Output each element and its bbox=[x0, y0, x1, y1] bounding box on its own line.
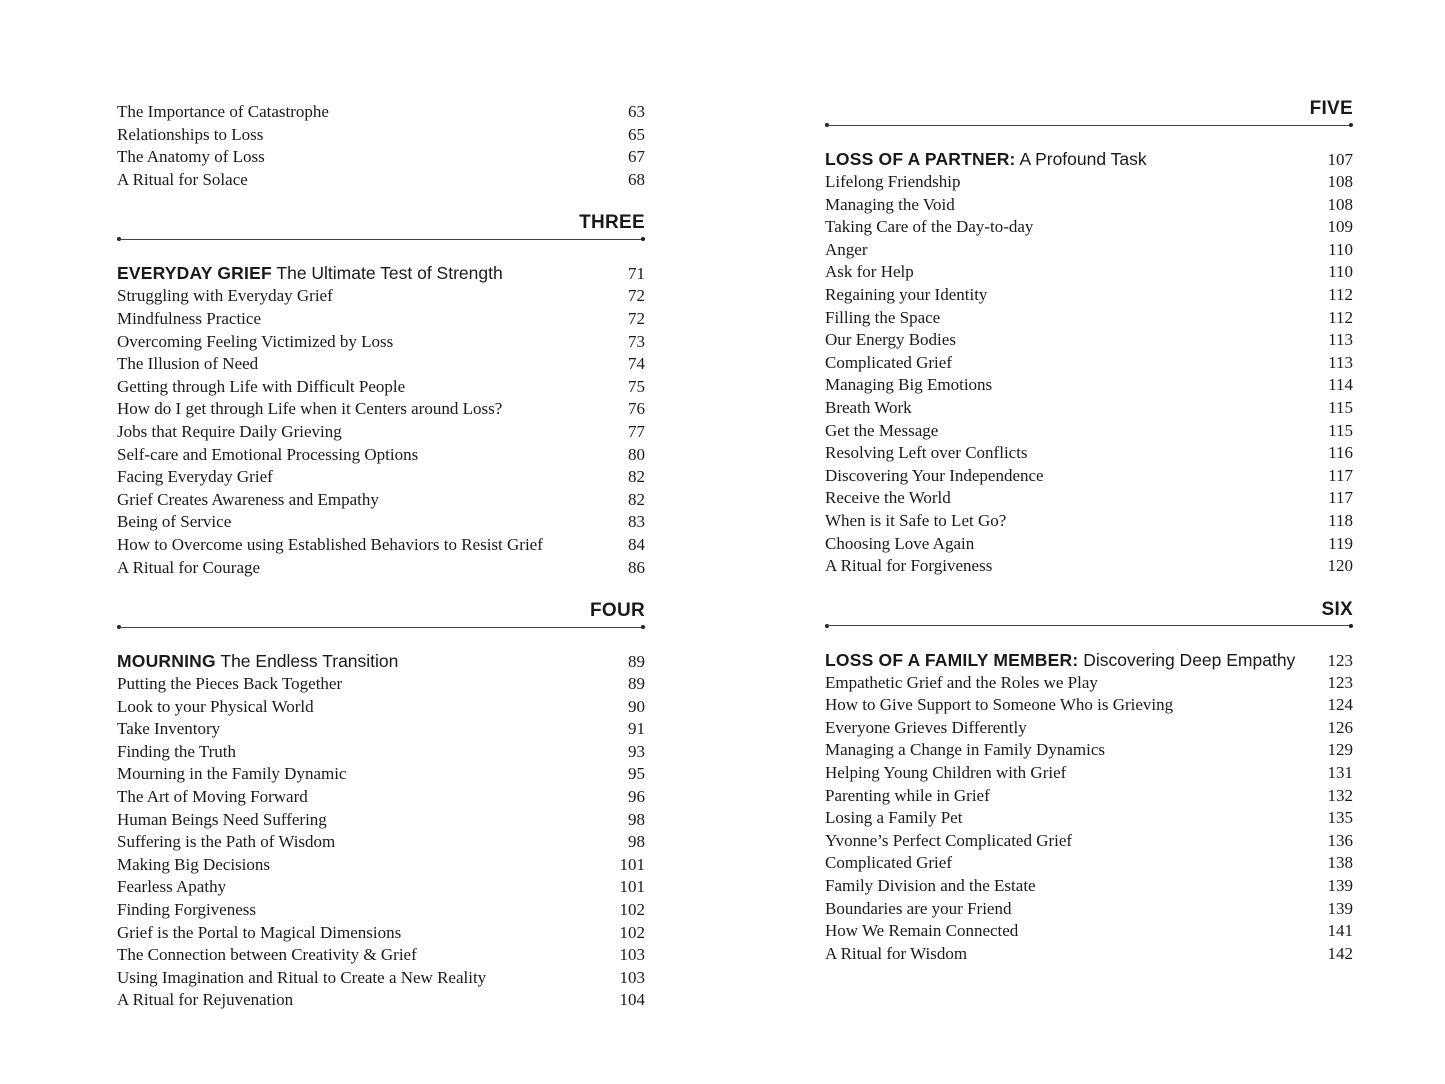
toc-entry-title: Jobs that Require Daily Grieving bbox=[117, 421, 342, 441]
rule-line bbox=[827, 625, 1351, 626]
toc-entry bbox=[117, 285, 645, 308]
toc-entry bbox=[117, 763, 645, 786]
toc-entry bbox=[117, 557, 645, 580]
toc-entry-title: Get the Message bbox=[825, 420, 939, 440]
section-spacer bbox=[825, 578, 1353, 598]
chapter-rule bbox=[117, 626, 645, 628]
toc-entry-page: 131 bbox=[1327, 763, 1353, 783]
toc-entry-title: How do I get through Life when it Centers around Loss? bbox=[117, 399, 503, 419]
toc-entry-title: Making Big Decisions bbox=[117, 854, 270, 874]
toc-entry-page: 103 bbox=[619, 945, 645, 965]
toc-entry-page: 117 bbox=[1328, 488, 1353, 508]
toc-entry-title: A Ritual for Rejuvenation bbox=[117, 990, 294, 1010]
toc-entry-title: How to Give Support to Someone Who is Grieving bbox=[825, 695, 1174, 715]
chapter-title-caps: MOURNING bbox=[117, 651, 216, 672]
toc-entry-page: 72 bbox=[628, 286, 645, 306]
toc-entry bbox=[117, 831, 645, 854]
toc-entry-title: Everyone Grieves Differently bbox=[825, 717, 1027, 737]
chapter-title-caps: EVERYDAY GRIEF bbox=[117, 263, 272, 284]
rule-line bbox=[119, 627, 643, 628]
toc-entry-title: Mindfulness Practice bbox=[117, 308, 261, 328]
chapter-rule bbox=[825, 625, 1353, 627]
toc-entry-title: Fearless Apathy bbox=[117, 877, 227, 897]
toc-entry bbox=[117, 421, 645, 444]
chapter-title-caps: LOSS OF A FAMILY MEMBER: bbox=[825, 649, 1079, 670]
toc-entry-page: 112 bbox=[1328, 284, 1353, 304]
toc-entry bbox=[825, 329, 1353, 352]
toc-entry-title: Regaining your Identity bbox=[825, 284, 988, 304]
toc-entry-page: 113 bbox=[1328, 330, 1353, 350]
toc-entry-title: Managing a Change in Family Dynamics bbox=[825, 740, 1105, 760]
toc-entry bbox=[117, 809, 645, 832]
toc-entry-page: 91 bbox=[628, 719, 645, 739]
toc-entry-title: Getting through Life with Difficult People bbox=[117, 376, 406, 396]
toc-entry-title: Empathetic Grief and the Roles we Play bbox=[825, 672, 1098, 692]
toc-entry-page: 63 bbox=[628, 102, 645, 121]
toc-entry bbox=[825, 875, 1353, 898]
toc-entry-page: 65 bbox=[628, 124, 645, 144]
toc-entry bbox=[825, 465, 1353, 488]
toc-entry-page: 120 bbox=[1327, 556, 1353, 576]
toc-entry-title: Take Inventory bbox=[117, 719, 221, 739]
toc-entry-page: 72 bbox=[628, 308, 645, 328]
toc-entry-page: 126 bbox=[1327, 717, 1353, 737]
toc-entry-page: 98 bbox=[628, 832, 645, 852]
toc-entry-list bbox=[825, 672, 1353, 966]
toc-entry bbox=[825, 694, 1353, 717]
toc-entry-page: 83 bbox=[628, 512, 645, 532]
chapter-title-text bbox=[117, 649, 398, 673]
toc-entry-title: Relationships to Loss bbox=[117, 124, 264, 144]
toc-entry-page: 76 bbox=[628, 399, 645, 419]
toc-entry-title: Human Beings Need Suffering bbox=[117, 809, 327, 829]
toc-entry bbox=[825, 672, 1353, 695]
toc-entry-page: 90 bbox=[628, 696, 645, 716]
toc-entry-page: 84 bbox=[628, 534, 645, 554]
toc-entry-page: 102 bbox=[619, 922, 645, 942]
toc-entry bbox=[117, 989, 645, 1012]
toc-entry-title: Discovering Your Independence bbox=[825, 465, 1044, 485]
toc-entry-page: 115 bbox=[1328, 397, 1353, 417]
toc-entry-page: 96 bbox=[628, 787, 645, 807]
chapter-title-caps: LOSS OF A PARTNER: bbox=[825, 149, 1016, 169]
toc-entry bbox=[117, 489, 645, 512]
toc-entry-page: 82 bbox=[628, 489, 645, 509]
toc-entry-title: Complicated Grief bbox=[825, 853, 952, 873]
toc-entry bbox=[825, 785, 1353, 808]
toc-left-page bbox=[117, 101, 645, 1012]
toc-entry bbox=[117, 899, 645, 922]
toc-entry-page: 80 bbox=[628, 444, 645, 464]
toc-entry bbox=[825, 487, 1353, 510]
toc-entry-title: Finding Forgiveness bbox=[117, 900, 257, 920]
chapter-title-subtitle: The Ultimate Test of Strength bbox=[276, 263, 503, 284]
toc-entry-title: A Ritual for Forgiveness bbox=[825, 556, 993, 576]
toc-entry bbox=[117, 398, 645, 421]
toc-entry bbox=[825, 374, 1353, 397]
rule-dot-right bbox=[1349, 123, 1353, 127]
toc-entry bbox=[825, 239, 1353, 262]
toc-entry bbox=[825, 261, 1353, 284]
toc-entry-title: Using Imagination and Ritual to Create a New Reality bbox=[117, 967, 487, 987]
toc-entry-page: 102 bbox=[619, 900, 645, 920]
toc-entry-list bbox=[117, 101, 645, 191]
chapter-header bbox=[825, 97, 1353, 126]
toc-entry-list bbox=[117, 285, 645, 579]
toc-entry-page: 136 bbox=[1327, 830, 1353, 850]
toc-entry bbox=[117, 534, 645, 557]
chapter-title-subtitle: Discovering Deep Empathy bbox=[1083, 649, 1296, 670]
toc-entry-title: Resolving Left over Conflicts bbox=[825, 443, 1028, 463]
toc-entry-page: 141 bbox=[1327, 921, 1353, 941]
toc-entry-page: 104 bbox=[619, 990, 645, 1010]
chapter-rule-spacer bbox=[825, 627, 1353, 648]
toc-entry bbox=[117, 331, 645, 354]
chapter-rule-spacer bbox=[117, 240, 645, 261]
toc-entry-title: Managing Big Emotions bbox=[825, 375, 993, 395]
toc-entry bbox=[825, 830, 1353, 853]
toc-entry bbox=[117, 146, 645, 169]
toc-entry-title: Finding the Truth bbox=[117, 741, 237, 761]
toc-entry-page: 132 bbox=[1327, 785, 1353, 805]
toc-entry bbox=[117, 741, 645, 764]
toc-entry bbox=[825, 762, 1353, 785]
chapter-title-text bbox=[825, 648, 1295, 672]
toc-entry bbox=[825, 442, 1353, 465]
toc-entry bbox=[825, 920, 1353, 943]
toc-entry-page: 142 bbox=[1327, 943, 1353, 963]
toc-entry-page: 103 bbox=[619, 967, 645, 987]
toc-entry-title: Lifelong Friendship bbox=[825, 172, 961, 191]
toc-entry bbox=[117, 673, 645, 696]
toc-entry-page: 110 bbox=[1328, 239, 1353, 259]
chapter-title-text bbox=[117, 261, 503, 285]
toc-entry-title: Losing a Family Pet bbox=[825, 808, 963, 828]
chapter-number: THREE bbox=[579, 212, 645, 234]
chapter-title bbox=[117, 649, 645, 673]
chapter-rule bbox=[825, 124, 1353, 126]
toc-entry-title: The Illusion of Need bbox=[117, 354, 259, 374]
toc-entry bbox=[825, 397, 1353, 420]
toc-entry-page: 108 bbox=[1327, 172, 1353, 191]
toc-entry-title: Taking Care of the Day-to-day bbox=[825, 217, 1034, 237]
chapter-title-subtitle: A Profound Task bbox=[1019, 149, 1147, 169]
toc-entry-title: Parenting while in Grief bbox=[825, 785, 990, 805]
toc-entry-title: The Importance of Catastrophe bbox=[117, 102, 329, 121]
toc-entry bbox=[825, 807, 1353, 830]
toc-entry bbox=[117, 169, 645, 192]
toc-entry-list bbox=[825, 171, 1353, 578]
toc-entry bbox=[825, 555, 1353, 578]
toc-entry bbox=[117, 308, 645, 331]
toc-entry-title: Putting the Pieces Back Together bbox=[117, 674, 343, 694]
toc-entry-page: 89 bbox=[628, 674, 645, 694]
chapter-header bbox=[117, 211, 645, 240]
toc-entry-title: Family Division and the Estate bbox=[825, 876, 1036, 896]
toc-entry-page: 67 bbox=[628, 147, 645, 167]
toc-entry-page: 98 bbox=[628, 809, 645, 829]
toc-entry-page: 139 bbox=[1327, 898, 1353, 918]
toc-entry bbox=[117, 353, 645, 376]
toc-entry bbox=[117, 876, 645, 899]
toc-entry bbox=[825, 171, 1353, 194]
toc-entry-page: 115 bbox=[1328, 420, 1353, 440]
toc-entry-title: A Ritual for Solace bbox=[117, 169, 248, 189]
chapter-five bbox=[825, 97, 1353, 578]
toc-entry-page: 112 bbox=[1328, 307, 1353, 327]
toc-entry-page: 74 bbox=[628, 354, 645, 374]
toc-entry-page: 73 bbox=[628, 331, 645, 351]
chapter-title-text bbox=[825, 147, 1147, 171]
toc-entry-title: How to Overcome using Established Behaviors to Resist Grief bbox=[117, 534, 543, 554]
toc-entry bbox=[825, 216, 1353, 239]
chapter-rule-spacer bbox=[117, 628, 645, 649]
section-spacer bbox=[117, 191, 645, 211]
section-spacer bbox=[117, 579, 645, 599]
toc-entry-page: 124 bbox=[1327, 695, 1353, 715]
toc-entry-title: When is it Safe to Let Go? bbox=[825, 510, 1007, 530]
toc-entry bbox=[825, 284, 1353, 307]
chapter-title-page: 89 bbox=[628, 652, 645, 672]
toc-entry-title: Boundaries are your Friend bbox=[825, 898, 1012, 918]
toc-entry-title: Ask for Help bbox=[825, 262, 914, 282]
toc-entry-title: Anger bbox=[825, 239, 868, 259]
toc-entry-title: Mourning in the Family Dynamic bbox=[117, 764, 347, 784]
toc-entry bbox=[825, 739, 1353, 762]
chapter-title bbox=[117, 261, 645, 285]
toc-entry-title: Breath Work bbox=[825, 397, 912, 417]
chapter-title-page: 107 bbox=[1327, 150, 1353, 169]
toc-entry-title: Facing Everyday Grief bbox=[117, 467, 273, 487]
toc-entry bbox=[117, 922, 645, 945]
toc-entry bbox=[825, 307, 1353, 330]
toc-entry-title: Choosing Love Again bbox=[825, 533, 975, 553]
toc-entry-page: 113 bbox=[1328, 352, 1353, 372]
toc-entry-title: A Ritual for Courage bbox=[117, 557, 261, 577]
toc-entry-page: 117 bbox=[1328, 465, 1353, 485]
toc-entry-title: Receive the World bbox=[825, 488, 951, 508]
toc-entry-page: 101 bbox=[619, 854, 645, 874]
toc-entry bbox=[117, 466, 645, 489]
toc-entry bbox=[117, 854, 645, 877]
chapter-number: FOUR bbox=[589, 600, 645, 622]
chapter-title bbox=[825, 147, 1353, 171]
toc-entry-title: Suffering is the Path of Wisdom bbox=[117, 832, 336, 852]
chapter-three bbox=[117, 211, 645, 579]
toc-entry-page: 123 bbox=[1327, 672, 1353, 692]
toc-entry-title: The Connection between Creativity & Grief bbox=[117, 945, 417, 965]
toc-entry-page: 129 bbox=[1327, 740, 1353, 760]
rule-line bbox=[119, 239, 643, 240]
toc-entry-page: 119 bbox=[1328, 533, 1353, 553]
chapter-title-page: 123 bbox=[1327, 650, 1353, 670]
toc-entry bbox=[117, 101, 645, 124]
toc-entry-title: Overcoming Feeling Victimized by Loss bbox=[117, 331, 394, 351]
toc-entry bbox=[825, 420, 1353, 443]
toc-entry-title: The Anatomy of Loss bbox=[117, 147, 265, 167]
chapter-header bbox=[825, 598, 1353, 627]
toc-entry bbox=[117, 444, 645, 467]
chapter-rule-spacer bbox=[825, 126, 1353, 147]
chapter-four bbox=[117, 599, 645, 1012]
toc-entry bbox=[117, 124, 645, 147]
toc-entry bbox=[825, 533, 1353, 556]
toc-entry-title: Filling the Space bbox=[825, 307, 941, 327]
chapter-number: SIX bbox=[1321, 598, 1353, 620]
chapter-title-subtitle: The Endless Transition bbox=[220, 651, 399, 672]
toc-entry-list bbox=[117, 673, 645, 1012]
toc-entry-title: Managing the Void bbox=[825, 194, 955, 214]
chapter-rule bbox=[117, 238, 645, 240]
toc-entry-title: Grief Creates Awareness and Empathy bbox=[117, 489, 379, 509]
toc-right-page bbox=[825, 97, 1353, 965]
toc-entry-page: 75 bbox=[628, 376, 645, 396]
toc-entry-page: 77 bbox=[628, 421, 645, 441]
toc-entry-page: 116 bbox=[1328, 443, 1353, 463]
toc-entry-page: 138 bbox=[1327, 853, 1353, 873]
chapter-number: FIVE bbox=[1309, 98, 1353, 119]
toc-entry bbox=[825, 510, 1353, 533]
chapter-title-page: 71 bbox=[628, 264, 645, 284]
toc-entry-title: Complicated Grief bbox=[825, 352, 952, 372]
toc-entry-title: Look to your Physical World bbox=[117, 696, 314, 716]
toc-entry bbox=[825, 717, 1353, 740]
toc-entry-page: 109 bbox=[1327, 217, 1353, 237]
chapter-title bbox=[825, 648, 1353, 672]
toc-entry-title: A Ritual for Wisdom bbox=[825, 943, 968, 963]
toc-entry bbox=[825, 852, 1353, 875]
toc-entry bbox=[117, 696, 645, 719]
toc-entry bbox=[117, 786, 645, 809]
toc-entry-page: 139 bbox=[1327, 876, 1353, 896]
toc-entry-title: Helping Young Children with Grief bbox=[825, 763, 1067, 783]
toc-entry bbox=[825, 352, 1353, 375]
toc-entry-title: Our Energy Bodies bbox=[825, 330, 956, 350]
toc-entry-page: 110 bbox=[1328, 262, 1353, 282]
toc-entry-page: 118 bbox=[1328, 510, 1353, 530]
toc-entry bbox=[117, 718, 645, 741]
toc-entry bbox=[825, 943, 1353, 966]
toc-entry-page: 82 bbox=[628, 467, 645, 487]
chapter-six bbox=[825, 598, 1353, 966]
toc-entry-title: Self-care and Emotional Processing Options bbox=[117, 444, 419, 464]
toc-entry-title: Struggling with Everyday Grief bbox=[117, 286, 333, 306]
toc-entry-title: Grief is the Portal to Magical Dimensions bbox=[117, 922, 402, 942]
toc-entry-title: How We Remain Connected bbox=[825, 921, 1019, 941]
toc-entry-page: 101 bbox=[619, 877, 645, 897]
toc-entry-page: 86 bbox=[628, 557, 645, 577]
toc-entry-page: 93 bbox=[628, 741, 645, 761]
toc-entry bbox=[117, 511, 645, 534]
toc-entry bbox=[825, 194, 1353, 217]
toc-entry-title: Being of Service bbox=[117, 512, 232, 532]
toc-entry bbox=[117, 944, 645, 967]
toc-entry bbox=[117, 967, 645, 990]
toc-entry-page: 114 bbox=[1328, 375, 1353, 395]
toc-entry-title: Yvonne’s Perfect Complicated Grief bbox=[825, 830, 1073, 850]
toc-entry bbox=[825, 898, 1353, 921]
toc-entry bbox=[117, 376, 645, 399]
chapter-header bbox=[117, 599, 645, 628]
toc-entry-title: The Art of Moving Forward bbox=[117, 787, 308, 807]
rule-dot-right bbox=[1349, 624, 1353, 628]
toc-entry-page: 108 bbox=[1327, 194, 1353, 214]
toc-entry-page: 135 bbox=[1327, 808, 1353, 828]
toc-entry-page: 68 bbox=[628, 169, 645, 189]
toc-entry-page: 95 bbox=[628, 764, 645, 784]
rule-line bbox=[827, 125, 1351, 126]
